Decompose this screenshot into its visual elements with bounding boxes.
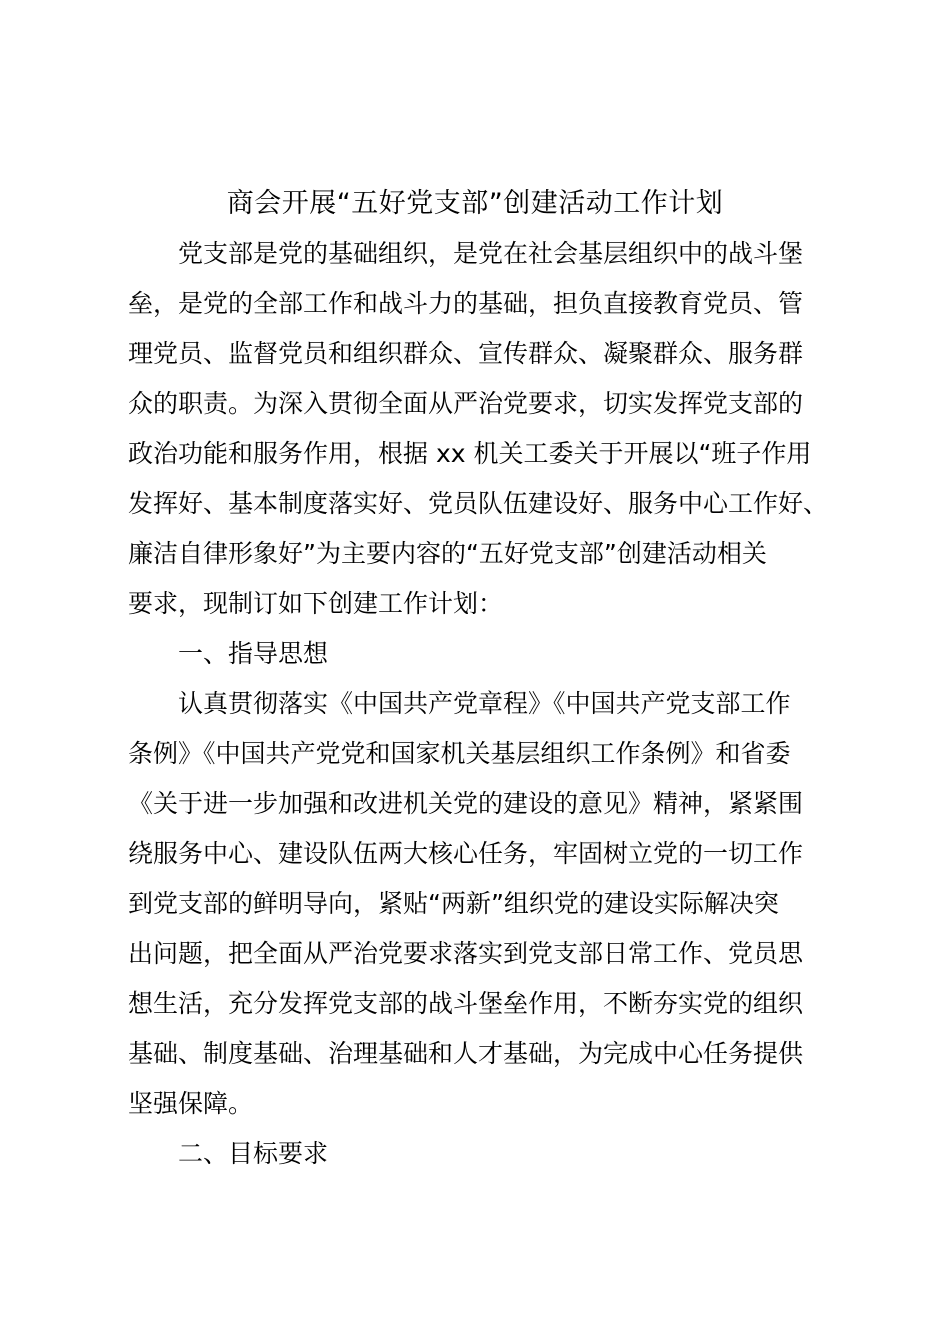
paragraph-line: 想生活，充分发挥党支部的战斗堡垒作用，不断夯实党的组织	[128, 989, 804, 1018]
paragraph-line: 到党支部的鲜明导向，紧贴“两新”组织党的建设实际解决突	[128, 889, 779, 918]
paragraph-line: 廉洁自律形象好”为主要内容的“五好党支部”创建活动相关	[128, 539, 767, 568]
paragraph-line: 认真贯彻落实《中国共产党章程》《中国共产党支部工作	[178, 689, 791, 718]
paragraph-line: 要求，现制订如下创建工作计划：	[128, 589, 504, 618]
paragraph-line: 坚强保障。	[128, 1089, 254, 1118]
paragraph-line: 党支部是党的基础组织，是党在社会基层组织中的战斗堡	[178, 239, 804, 268]
paragraph-line: 理党员、监督党员和组织群众、宣传群众、凝聚群众、服务群	[128, 339, 804, 368]
paragraph-line: 条例》《中国共产党党和国家机关基层组织工作条例》和省委	[128, 739, 791, 768]
section-heading: 二、目标要求	[178, 1139, 329, 1168]
paragraph-line: 垒，是党的全部工作和战斗力的基础，担负直接教育党员、管	[128, 289, 804, 318]
section-heading: 一、指导思想	[178, 639, 329, 668]
paragraph-line: 出问题，把全面从严治党要求落实到党支部日常工作、党员思	[128, 939, 804, 968]
paragraph-line: 政治功能和服务作用，根据 xx 机关工委关于开展以“班子作用	[128, 439, 812, 468]
paragraph-line: 发挥好、基本制度落实好、党员队伍建设好、服务中心工作好、	[128, 489, 829, 518]
paragraph-line: 《关于进一步加强和改进机关党的建设的意见》精神，紧紧围	[128, 789, 804, 818]
document-title: 商会开展“五好党支部”创建活动工作计划	[226, 188, 724, 219]
paragraph-line: 基础、制度基础、治理基础和人才基础，为完成中心任务提供	[128, 1039, 804, 1068]
paragraph-line: 绕服务中心、建设队伍两大核心任务，牢固树立党的一切工作	[128, 839, 804, 868]
paragraph-line: 众的职责。为深入贯彻全面从严治党要求，切实发挥党支部的	[128, 389, 804, 418]
